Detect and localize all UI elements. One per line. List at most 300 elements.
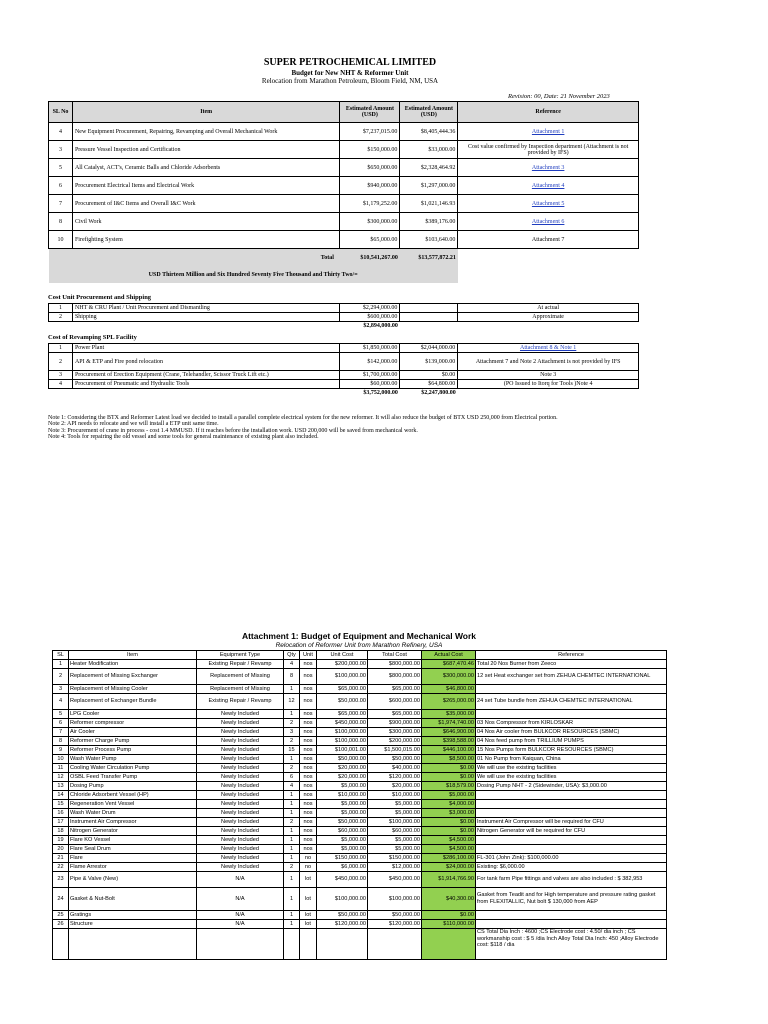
- attachment-row: [53, 719, 667, 728]
- sl-no: 1: [49, 344, 73, 353]
- total-cost: $800,000.00: [368, 660, 422, 669]
- note-line: Note 4: Tools for repairing the old vessel and some tools for general maintenance of existing plant also included.: [48, 434, 319, 441]
- amount-1: $150,000.00: [340, 141, 400, 159]
- sl-no: 1: [49, 304, 73, 313]
- sl: 16: [53, 809, 69, 818]
- col-item: Item: [72, 102, 339, 123]
- amount-2: $1,297,000.00: [400, 177, 458, 195]
- equipment-type: Newly Included: [197, 854, 284, 863]
- attachment-row: [53, 863, 667, 872]
- actual-cost: $265,000.00: [422, 694, 476, 710]
- reference-link[interactable]: Attachment 4: [458, 177, 639, 195]
- qty: 1: [284, 872, 300, 888]
- attachment-row: [53, 660, 667, 669]
- attachment-col-header: Qty: [284, 651, 300, 660]
- actual-cost: $0.00: [422, 911, 476, 920]
- attachment-row: [53, 800, 667, 809]
- item-name: NHT & CRU Plant / Unit Procurement and Dismantling: [72, 304, 340, 313]
- reference-link[interactable]: Attachment 8 & Note 1: [458, 344, 639, 353]
- amount-1: $2,294,000.00: [340, 304, 400, 313]
- unit-cost: $100,000.00: [317, 888, 368, 911]
- qty: 1: [284, 791, 300, 800]
- total-cost: $1,500,015.00: [368, 746, 422, 755]
- unit-cost: $5,000.00: [317, 836, 368, 845]
- qty: 2: [284, 818, 300, 827]
- attachment-row: [53, 888, 667, 911]
- attachment-row: [53, 782, 667, 791]
- qty: 1: [284, 685, 300, 694]
- amount-2: $2,044,000.00: [400, 344, 458, 353]
- cost-unit-title: Cost Unit Procurement and Shipping: [48, 294, 152, 301]
- unit: nos: [300, 685, 317, 694]
- total-cost: $900,000.00: [368, 719, 422, 728]
- unit-cost: $50,000.00: [317, 694, 368, 710]
- sl: 10: [53, 755, 69, 764]
- item: Cooling Water Circulation Pump: [69, 764, 197, 773]
- revamping-row: [49, 353, 639, 371]
- unit: nos: [300, 764, 317, 773]
- reference-link[interactable]: Attachment 5: [458, 195, 639, 213]
- total-cost: $65,000.00: [368, 710, 422, 719]
- company-name: SUPER PETROCHEMICAL LIMITED: [263, 57, 437, 68]
- revamping-subtotal-2: $2,247,800.00: [421, 390, 456, 396]
- item: Instrument Air Compressor: [69, 818, 197, 827]
- item-name: Procurement of Pneumatic and Hydraulic Tools: [72, 380, 339, 389]
- equipment-type: Newly Included: [197, 791, 284, 800]
- attachment-subtitle: Relocation of Reformer Unit from Marathon Refinery, USA: [275, 642, 443, 649]
- attachment-row: [53, 773, 667, 782]
- actual-cost: $4,000.00: [422, 800, 476, 809]
- item: Replacement of Missing Cooler: [69, 685, 197, 694]
- attachment-col-header: SL: [53, 651, 69, 660]
- attachment-row: [53, 845, 667, 854]
- note-line: Note 2: API needs to relocate and we will install a ETP unit same time.: [48, 421, 219, 428]
- reference: Existing: $6,000.00: [476, 863, 667, 872]
- item: Structure: [69, 920, 197, 929]
- amount-2: $0.00: [400, 371, 458, 380]
- col-reference: Reference: [458, 102, 639, 123]
- revamping-body: [49, 344, 639, 389]
- total-amount-2: $13,577,872.21: [400, 249, 458, 267]
- qty: 1: [284, 809, 300, 818]
- attachment-table: [52, 650, 667, 960]
- qty: 2: [284, 737, 300, 746]
- qty: 4: [284, 660, 300, 669]
- item-name: Power Plant: [72, 344, 339, 353]
- qty: 1: [284, 800, 300, 809]
- amount-2: $389,176.00: [400, 213, 458, 231]
- budget-row: [49, 177, 639, 195]
- attachment-row: [53, 710, 667, 719]
- reference: [476, 809, 667, 818]
- item: Gratings: [69, 911, 197, 920]
- actual-cost: $24,000.00: [422, 863, 476, 872]
- sl: 24: [53, 888, 69, 911]
- reference: [476, 911, 667, 920]
- reference: 04 Nos feed pump from TRILLIUM PUMPS: [476, 737, 667, 746]
- attachment-row: [53, 791, 667, 800]
- attachment-col-header: Unit Cost: [317, 651, 368, 660]
- equipment-type: Newly Included: [197, 827, 284, 836]
- actual-cost: $0.00: [422, 818, 476, 827]
- item: Wash Water Pump: [69, 755, 197, 764]
- actual-cost: $646,900.00: [422, 728, 476, 737]
- unit-cost: $5,000.00: [317, 809, 368, 818]
- attachment-row: [53, 836, 667, 845]
- total-cost: $5,000.00: [368, 809, 422, 818]
- reference: Total 20 Nos Burner from Zeeco: [476, 660, 667, 669]
- attachment-title: Attachment 1: Budget of Equipment and Mechanical Work: [241, 631, 477, 641]
- unit: nos: [300, 827, 317, 836]
- amount-1: $7,237,015.00: [340, 123, 400, 141]
- reference: We will use the existing facilities: [476, 764, 667, 773]
- sl: 13: [53, 782, 69, 791]
- total-cost: $450,000.00: [368, 872, 422, 888]
- unit-cost: $20,000.00: [317, 764, 368, 773]
- revamping-table: [48, 343, 639, 397]
- item: Pipe & Valve (New): [69, 872, 197, 888]
- qty: 1: [284, 911, 300, 920]
- sl: 12: [53, 773, 69, 782]
- total-cost: $120,000.00: [368, 773, 422, 782]
- unit: nos: [300, 809, 317, 818]
- equipment-type: Newly Included: [197, 818, 284, 827]
- item: Replacement of Exchanger Bundle: [69, 694, 197, 710]
- qty: 1: [284, 888, 300, 911]
- actual-cost: $5,000.00: [422, 791, 476, 800]
- attachment-row: [53, 920, 667, 929]
- amount-2: $64,800.00: [400, 380, 458, 389]
- unit-cost: $100,000.00: [317, 669, 368, 685]
- amount-1: $142,000.00: [340, 353, 400, 371]
- attachment-row: [53, 911, 667, 920]
- cost-unit-body: [49, 304, 639, 322]
- reference-text: Cost value confirmed by Inspection department (Attachment is not provided by IFS): [458, 141, 639, 159]
- unit: nos: [300, 836, 317, 845]
- sl: 18: [53, 827, 69, 836]
- reference: 24 set Tube bundle from ZEHUA CHEMTEC INTERNATIONAL: [476, 694, 667, 710]
- item: Reformer compressor: [69, 719, 197, 728]
- qty: 1: [284, 710, 300, 719]
- equipment-type: Replacement of Missing: [197, 669, 284, 685]
- amount-1: $65,000.00: [340, 231, 400, 249]
- total-cost: $120,000.00: [368, 920, 422, 929]
- reference: [476, 920, 667, 929]
- total-label: Total: [320, 254, 334, 261]
- actual-cost: $40,300.00: [422, 888, 476, 911]
- attachment-body: [53, 660, 667, 929]
- unit-cost: $50,000.00: [317, 911, 368, 920]
- total-cost: $20,000.00: [368, 782, 422, 791]
- total-cost: $200,000.00: [368, 737, 422, 746]
- unit: nos: [300, 737, 317, 746]
- total-cost: $100,000.00: [368, 888, 422, 911]
- equipment-type: Newly Included: [197, 737, 284, 746]
- actual-cost: $4,500.00: [422, 845, 476, 854]
- amount-2: $8,405,444.36: [400, 123, 458, 141]
- sl: 9: [53, 746, 69, 755]
- actual-cost: $398,588.00: [422, 737, 476, 746]
- unit-cost: $450,000.00: [317, 719, 368, 728]
- actual-cost: $1,974,740.00: [422, 719, 476, 728]
- reference: [476, 836, 667, 845]
- item-name: Shipping: [72, 313, 340, 322]
- item: Replacement of Missing Exchanger: [69, 669, 197, 685]
- equipment-type: Newly Included: [197, 773, 284, 782]
- qty: 3: [284, 728, 300, 737]
- relocation-subtitle: Relocation from Marathon Petroleum, Bloom Field, NM, USA: [261, 77, 439, 85]
- total-cost: $5,000.00: [368, 836, 422, 845]
- amount-2: [400, 313, 458, 322]
- attachment-last-reference: CS Total Dia Inch : 4600 ;CS Electrode cost : 4.50/ dia inch ; CS workmanship cost : $ 5 /dia Inch Alloy Total Dia Inch: 450 ;Alloy Electrode cost: $118 / dia: [476, 929, 667, 960]
- unit-cost: $6,000.00: [317, 863, 368, 872]
- budget-table: [48, 101, 639, 283]
- attachment-last-row: [53, 929, 667, 960]
- budget-total-row: [49, 249, 639, 267]
- actual-cost: $446,100.00: [422, 746, 476, 755]
- item: Air Cooler: [69, 728, 197, 737]
- reference: Dosing Pump NHT - 2 (Sidewinder, USA): $3,000.00: [476, 782, 667, 791]
- equipment-type: N/A: [197, 872, 284, 888]
- item: Reformer Process Pump: [69, 746, 197, 755]
- amount-2: [400, 304, 458, 313]
- unit: lot: [300, 888, 317, 911]
- sl-no: 6: [49, 177, 73, 195]
- total-cost: $10,000.00: [368, 791, 422, 800]
- sl: 7: [53, 728, 69, 737]
- actual-cost: $1,914,766.90: [422, 872, 476, 888]
- budget-subtitle: Budget for New NHT & Reformer Unit: [291, 69, 409, 77]
- equipment-type: Newly Included: [197, 746, 284, 755]
- equipment-type: Newly Included: [197, 710, 284, 719]
- equipment-type: N/A: [197, 920, 284, 929]
- item-name: Firefighting System: [72, 231, 339, 249]
- total-cost: $50,000.00: [368, 755, 422, 764]
- sl: 26: [53, 920, 69, 929]
- cost-unit-subtotal: $2,894,000.00: [363, 323, 398, 329]
- item: Dosing Pump: [69, 782, 197, 791]
- qty: 2: [284, 764, 300, 773]
- qty: 6: [284, 773, 300, 782]
- reference: [476, 710, 667, 719]
- sl-no: 4: [49, 123, 73, 141]
- sl: 6: [53, 719, 69, 728]
- sl: 17: [53, 818, 69, 827]
- attachment-row: [53, 872, 667, 888]
- qty: 1: [284, 755, 300, 764]
- equipment-type: Newly Included: [197, 800, 284, 809]
- item: Regeneration Vent Vessel: [69, 800, 197, 809]
- qty: 1: [284, 845, 300, 854]
- sl: 21: [53, 854, 69, 863]
- reference-text: (PO Issued to Itorq for Tools )Note 4: [458, 380, 639, 389]
- actual-cost: $3,000.00: [422, 809, 476, 818]
- budget-body: [49, 123, 639, 249]
- item-name: Procurement of I&C Items and Overall I&C Work: [72, 195, 339, 213]
- amount-1: $1,179,252.00: [340, 195, 400, 213]
- amount-1: $1,850,000.00: [340, 344, 400, 353]
- equipment-type: Newly Included: [197, 782, 284, 791]
- attachment-row: [53, 818, 667, 827]
- amount-2: $1,021,146.93: [400, 195, 458, 213]
- item-name: Procurement Electrical Items and Electrical Work: [72, 177, 339, 195]
- actual-cost: $18,579.00: [422, 782, 476, 791]
- unit-cost: $10,000.00: [317, 791, 368, 800]
- reference: [476, 845, 667, 854]
- attachment-col-header: Total Cost: [368, 651, 422, 660]
- total-cost: $600,000.00: [368, 694, 422, 710]
- budget-header-row: [49, 102, 639, 123]
- unit-cost: $5,000.00: [317, 845, 368, 854]
- item-name: All Catalyst, ACT's, Ceramic Balls and Chloride Adsorbents: [72, 159, 339, 177]
- unit: lot: [300, 920, 317, 929]
- sl: 4: [53, 694, 69, 710]
- cost-unit-table: [48, 303, 639, 330]
- budget-row: [49, 159, 639, 177]
- reference: FL-301 (John Zink): $100,000.00: [476, 854, 667, 863]
- attachment-col-header: Item: [69, 651, 197, 660]
- reference: 15 Nos Pumps form BULKCOR RESOURCES (SBMC): [476, 746, 667, 755]
- revamping-row: [49, 371, 639, 380]
- unit: nos: [300, 694, 317, 710]
- sl-no: 10: [49, 231, 73, 249]
- sl-no: 4: [49, 380, 73, 389]
- unit: no: [300, 854, 317, 863]
- amount-2: $2,328,464.92: [400, 159, 458, 177]
- revamping-title: Cost of Revamping SPL Facility: [48, 334, 137, 341]
- budget-row: [49, 195, 639, 213]
- budget-row: [49, 231, 639, 249]
- qty: 15: [284, 746, 300, 755]
- unit-cost: $20,000.00: [317, 773, 368, 782]
- reference: For tank farm Pipe fittings and valves are also included : $ 382,953: [476, 872, 667, 888]
- equipment-type: Existing Repair / Revamp: [197, 660, 284, 669]
- attachment-row: [53, 728, 667, 737]
- attachment-row: [53, 764, 667, 773]
- unit-cost: $5,000.00: [317, 782, 368, 791]
- attachment-col-header: Unit: [300, 651, 317, 660]
- sl-no: 3: [49, 141, 73, 159]
- reference-link[interactable]: Attachment 1: [458, 123, 639, 141]
- sl-no: 2: [49, 353, 73, 371]
- amount-2: $33,000.00: [400, 141, 458, 159]
- attachment-row: [53, 746, 667, 755]
- sl: 3: [53, 685, 69, 694]
- revision-date: Revision: 00, Date: 21 November 2023: [508, 93, 610, 100]
- equipment-type: N/A: [197, 888, 284, 911]
- equipment-type: Existing Repair / Revamp: [197, 694, 284, 710]
- unit: nos: [300, 755, 317, 764]
- unit: nos: [300, 728, 317, 737]
- sl: 15: [53, 800, 69, 809]
- reference: Instrument Air Compressor will be required for CFU: [476, 818, 667, 827]
- reference: 04 Nos Air cooler from BULKCOR RESOURCES (SBMC): [476, 728, 667, 737]
- attachment-row: [53, 809, 667, 818]
- actual-cost: $0.00: [422, 773, 476, 782]
- item: Flare KO Vessel: [69, 836, 197, 845]
- equipment-type: Newly Included: [197, 836, 284, 845]
- revamping-subtotal-1: $3,752,000.00: [363, 390, 398, 396]
- sl: 11: [53, 764, 69, 773]
- qty: 1: [284, 827, 300, 836]
- actual-cost: $0.00: [422, 764, 476, 773]
- total-cost: $800,000.00: [368, 669, 422, 685]
- item: LPG Cooler: [69, 710, 197, 719]
- unit-cost: $65,000.00: [317, 685, 368, 694]
- col-sl: SL No: [49, 102, 73, 123]
- sl-no: 7: [49, 195, 73, 213]
- amount-1: $940,000.00: [340, 177, 400, 195]
- attachment-col-header: Actual Cost: [422, 651, 476, 660]
- item-name: Civil Work: [72, 213, 339, 231]
- qty: 12: [284, 694, 300, 710]
- sl: 20: [53, 845, 69, 854]
- reference-text: Attachment 7: [458, 231, 639, 249]
- unit: nos: [300, 660, 317, 669]
- sl: 2: [53, 669, 69, 685]
- qty: 4: [284, 782, 300, 791]
- unit: lot: [300, 911, 317, 920]
- attachment-col-header: Equipment Type: [197, 651, 284, 660]
- equipment-type: Newly Included: [197, 809, 284, 818]
- attachment-row: [53, 685, 667, 694]
- amount-1: $60,000.00: [340, 380, 400, 389]
- total-cost: $300,000.00: [368, 728, 422, 737]
- reference: [476, 791, 667, 800]
- amount-1: $300,000.00: [340, 213, 400, 231]
- reference: 03 Nos Compressor from KIRLOSKAR: [476, 719, 667, 728]
- total-cost: $60,000.00: [368, 827, 422, 836]
- equipment-type: Replacement of Missing: [197, 685, 284, 694]
- unit: nos: [300, 719, 317, 728]
- qty: 2: [284, 719, 300, 728]
- unit: nos: [300, 773, 317, 782]
- item-name: New Equipment Procurement, Repairing, Revamping and Overall Mechanical Work: [72, 123, 339, 141]
- reference: Nitrogen Generator will be required for CFU: [476, 827, 667, 836]
- budget-row: [49, 123, 639, 141]
- reference-link[interactable]: Attachment 6: [458, 213, 639, 231]
- qty: 2: [284, 863, 300, 872]
- sl: 5: [53, 710, 69, 719]
- amount-2: $103,640.00: [400, 231, 458, 249]
- sl-no: 5: [49, 159, 73, 177]
- total-cost: $5,000.00: [368, 845, 422, 854]
- unit-cost: $65,000.00: [317, 710, 368, 719]
- sl-no: 2: [49, 313, 73, 322]
- unit: nos: [300, 791, 317, 800]
- amount-1: $650,000.00: [340, 159, 400, 177]
- unit-cost: $120,000.00: [317, 920, 368, 929]
- reference-link[interactable]: Attachment 3: [458, 159, 639, 177]
- sl: 23: [53, 872, 69, 888]
- col-amount-2: Estimated Amount (USD): [400, 102, 458, 123]
- note-line: Note 1: Considering the BTX and Reformer Latest load we decided to install a parallel complete electrical system for the new reformer. It will also reduce the budget of BTX USD 250,000 from Electrical portion.: [48, 415, 558, 421]
- total-in-words: USD Thirteen Million and Six Hundred Seventy Five Thousand and Thirty Two/=: [49, 266, 458, 283]
- item: Nitrogen Generator: [69, 827, 197, 836]
- item: Flare Seal Drum: [69, 845, 197, 854]
- sl: 8: [53, 737, 69, 746]
- item: Heater Modification: [69, 660, 197, 669]
- revamping-row: [49, 344, 639, 353]
- unit: no: [300, 863, 317, 872]
- unit: nos: [300, 746, 317, 755]
- reference: [476, 800, 667, 809]
- reference-text: At actual: [458, 304, 639, 313]
- actual-cost: $35,000.00: [422, 710, 476, 719]
- reference: We will use the existing facilities: [476, 773, 667, 782]
- reference: Gasket from Teadit and for High temperature and pressure rating gasket from FLEXITALLIC, Nut bolt $ 130,000 from AEP: [476, 888, 667, 911]
- unit-cost: $50,000.00: [317, 818, 368, 827]
